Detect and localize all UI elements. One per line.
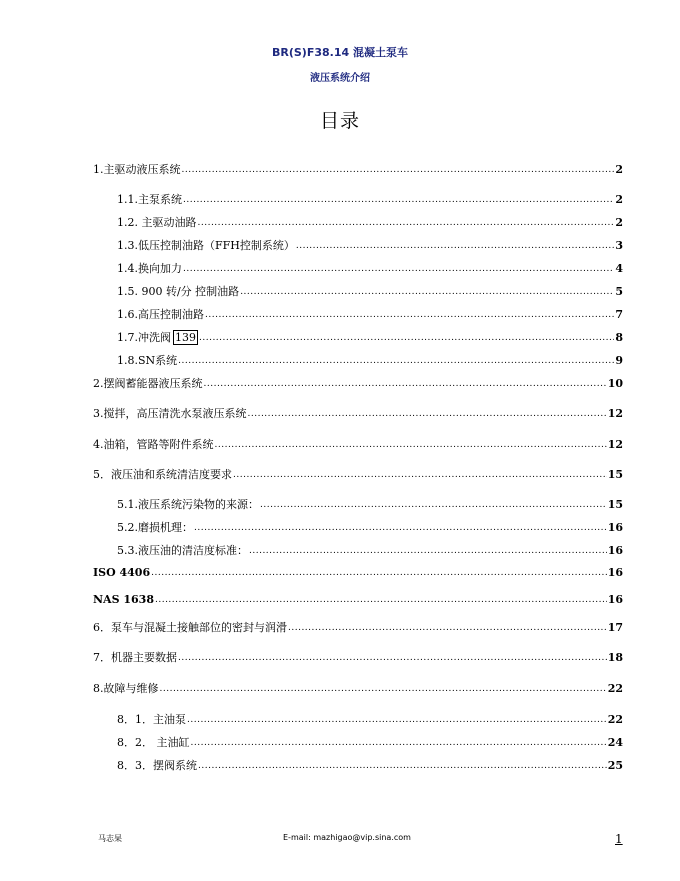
toc-leader-dots [296,239,614,253]
toc-entry[interactable] [93,621,623,635]
footer-author: 马志杲 [98,834,122,843]
toc-entry-label: NAS 1638 [93,593,154,606]
toc-leader-dots [249,544,607,558]
toc-entry[interactable] [117,308,623,322]
toc-entry[interactable] [93,682,623,696]
toc-entry[interactable] [93,593,623,607]
toc-entry-page: 3 [615,239,623,252]
toc-entry-page: 16 [607,566,623,579]
toc-entry-page: 2 [615,163,623,176]
toc-leader-dots [183,193,614,207]
toc-entry-page: 2 [615,193,623,206]
toc-entry-label: 5.3.液压油的清洁度标准： [117,544,248,557]
toc-entry[interactable] [117,759,623,773]
toc-leader-dots [191,736,607,750]
toc-leader-dots [240,285,614,299]
toc-entry-page: 25 [607,759,623,772]
toc-entry-page: 4 [615,262,623,275]
toc-leader-dots [215,438,607,452]
toc-entry[interactable] [117,193,623,207]
toc-leader-dots [151,566,607,580]
toc-entry-label: 1.1.主泵系统 [117,193,182,206]
toc-entry-page: 16 [607,521,623,534]
toc-entry-page: 16 [607,544,623,557]
toc-entry-page: 17 [607,621,623,634]
toc-entry[interactable] [117,498,623,512]
toc-leader-dots [187,713,607,727]
toc-entry-page: 12 [607,438,623,451]
toc-leader-dots [233,468,607,482]
toc-leader-dots [155,593,607,607]
toc-entry[interactable] [93,566,623,580]
toc-entry-page: 12 [607,407,623,420]
toc-title: 目录 [319,110,360,132]
toc-entry-label: 1.5. 900 转/分 控制油路 [117,285,240,298]
toc-entry-page: 9 [615,354,623,367]
toc-entry-label: 5．液压油和系统清洁度要求 [93,468,232,481]
toc-leader-dots [199,331,614,345]
toc-leader-dots [183,262,614,276]
toc-entry-label: 2.摆阀蓄能器液压系统 [93,377,203,390]
toc-entry[interactable] [117,216,623,230]
toc-leader-dots [198,216,615,230]
toc-entry-page: 18 [607,651,623,664]
toc-leader-dots [194,521,607,535]
toc-entry[interactable] [117,239,623,253]
toc-entry[interactable] [117,331,623,345]
toc-entry[interactable] [93,407,623,421]
toc-entry-label: 3.搅拌，高压清洗水泵液压系统 [93,407,247,420]
document-header-title: BR(S)F38.14 混凝土泵车 [272,46,408,59]
toc-leader-dots [205,308,614,322]
toc-entry[interactable] [93,163,623,177]
toc-entry-page: 15 [607,468,623,481]
toc-leader-dots [260,498,607,512]
toc-entry-label: 7．机器主要数据 [93,651,177,664]
toc-entry-label: 1.8.SN系统 [117,354,178,367]
toc-entry-label: 8.故障与维修 [93,682,159,695]
toc-entry[interactable] [93,438,623,452]
toc-entry[interactable] [117,521,623,535]
toc-entry-label: 5.1.液压系统污染物的来源： [117,498,259,511]
toc-entry[interactable] [93,468,623,482]
toc-entry[interactable] [93,377,623,391]
toc-leader-dots [204,377,607,391]
toc-entry-page: 10 [607,377,623,390]
toc-entry-page: 7 [615,308,623,321]
toc-entry-page: 2 [615,216,623,229]
toc-leader-dots [160,682,607,696]
toc-entry-label: 5.2.磨损机理： [117,521,193,534]
toc-entry[interactable] [117,544,623,558]
toc-entry-page: 22 [607,682,623,695]
toc-entry-label [117,331,198,345]
footer-email: E-mail: mazhigao@vip.sina.com [283,833,411,842]
toc-entry-label-text: 1.7.冲洗阀 [117,331,171,344]
toc-entry-page: 15 [607,498,623,511]
toc-entry-page: 5 [615,285,623,298]
toc-entry-page: 22 [607,713,623,726]
toc-leader-dots [178,354,614,368]
document-header-subtitle: 液压系统介绍 [310,73,370,84]
toc-entry-label: 6．泵车与混凝土接触部位的密封与润滑 [93,621,287,634]
toc-entry-label: 4.油箱，管路等附件系统 [93,438,214,451]
toc-entry-page: 16 [607,593,623,606]
toc-entry-label: 1.3.低压控制油路（FFH控制系统） [117,239,295,252]
toc-entry[interactable] [117,354,623,368]
toc-entry-label: 8．3．摆阀系统 [117,759,197,772]
toc-entry-page: 8 [615,331,623,344]
toc-entry-label: 1.4.换向加力 [117,262,182,275]
toc-entry[interactable] [117,736,623,750]
toc-entry-label: 1.6.高压控制油路 [117,308,204,321]
toc-entry[interactable] [117,713,623,727]
toc-leader-dots [248,407,607,421]
toc-entry-label: ISO 4406 [93,566,151,579]
toc-leader-dots [288,621,607,635]
toc-entry[interactable] [93,651,623,665]
toc-entry[interactable] [117,262,623,276]
toc-entry-label: 8．2． 主油缸 [117,736,190,749]
toc-entry-label: 1.主驱动液压系统 [93,163,181,176]
toc-entry-label: 8．1．主油泵 [117,713,186,726]
toc-entry-page: 24 [607,736,623,749]
field-code-box: 139 [175,331,196,344]
toc-leader-dots [182,163,615,177]
toc-entry[interactable] [117,285,623,299]
footer-page-number: 1 [615,832,623,846]
toc-leader-dots [198,759,607,773]
toc-leader-dots [178,651,607,665]
toc-entry-label: 1.2. 主驱动油路 [117,216,197,229]
